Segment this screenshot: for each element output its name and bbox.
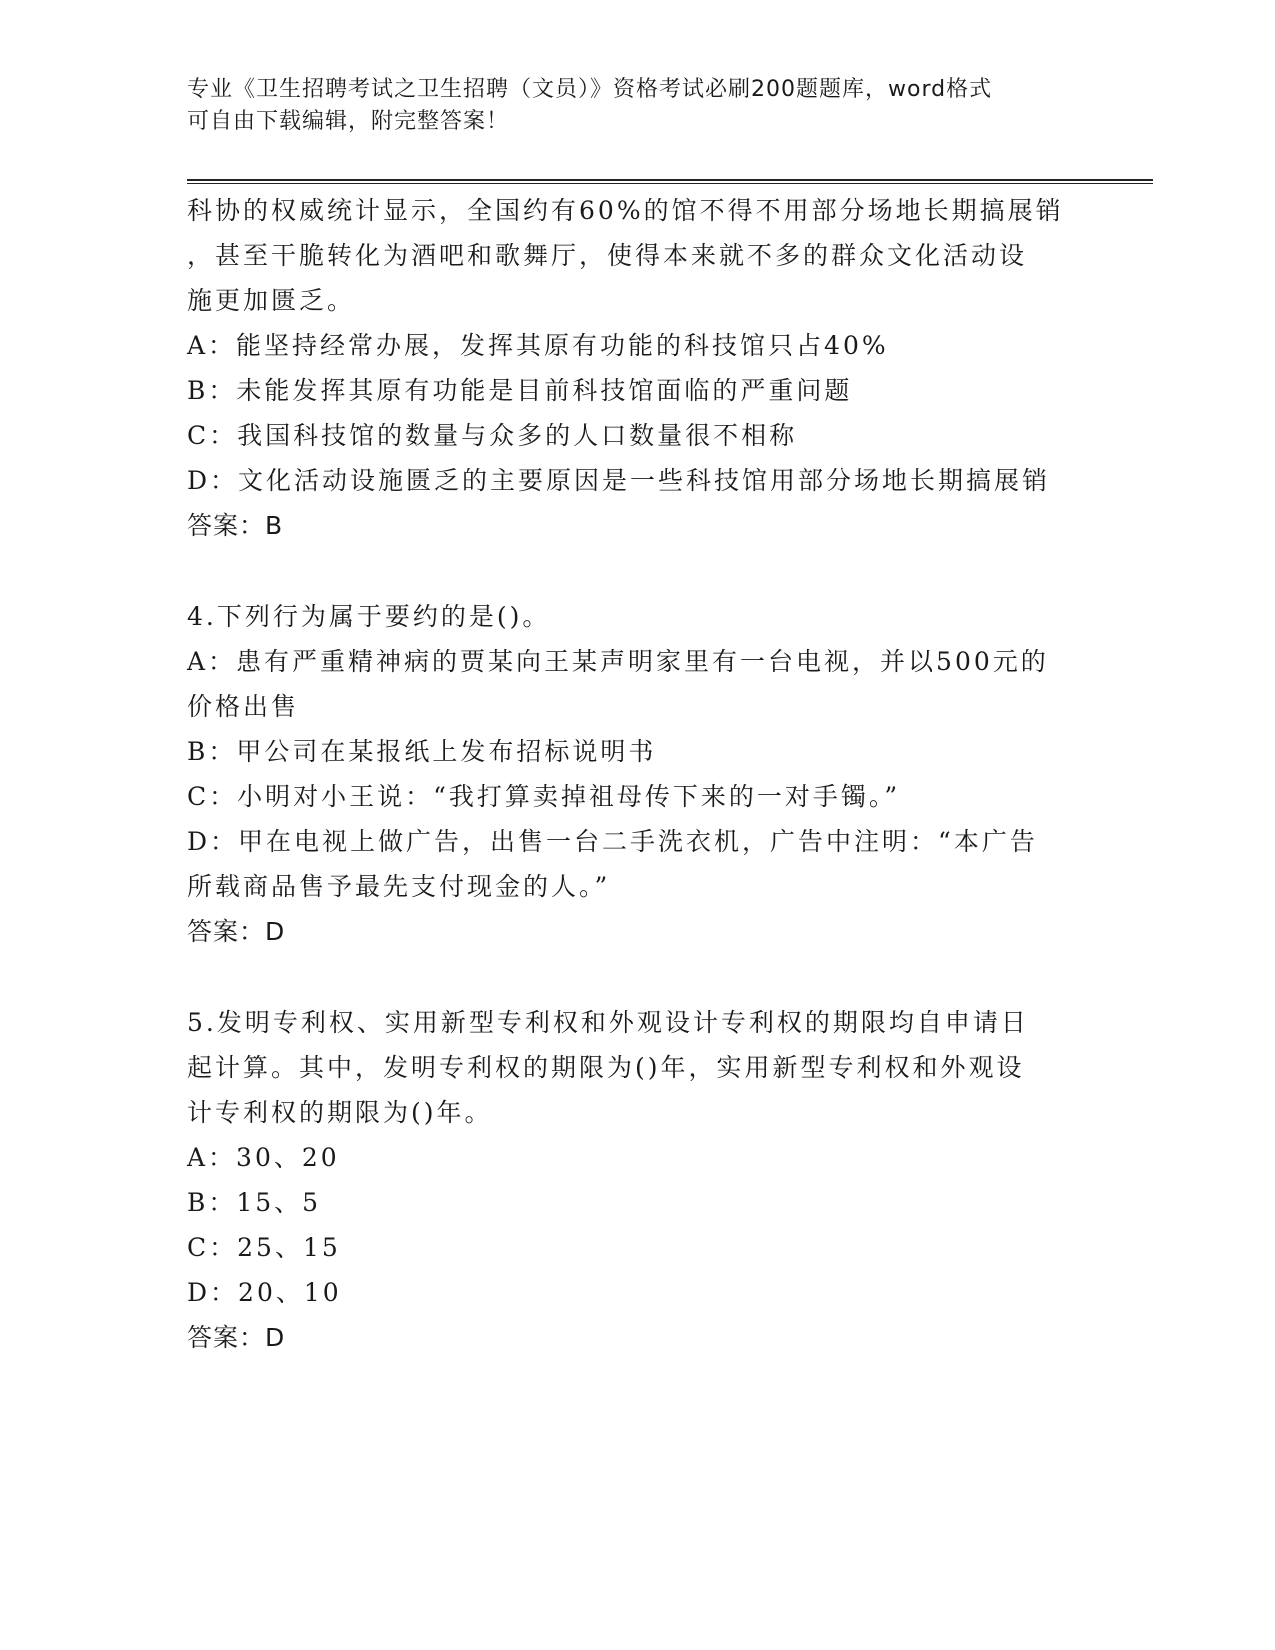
question-stem-line: 科协的权威统计显示，全国约有60%的馆不得不用部分场地长期搞展销 — [187, 196, 1064, 225]
question-stem-line: ，甚至干脆转化为酒吧和歌舞厅，使得本来就不多的群众文化活动设 — [187, 241, 1028, 270]
question-stem-line: 计专利权的期限为()年。 — [187, 1098, 493, 1127]
option-a: A：30、20 — [187, 1143, 340, 1172]
document-header — [187, 74, 1087, 138]
option-d-continued: 所载商品售予最先支付现金的人。” — [187, 872, 611, 901]
option-a: A：患有严重精神病的贾某向王某声明家里有一台电视，并以500元的 — [187, 647, 1049, 676]
answer-label: 答案：B — [187, 511, 284, 540]
option-d: D：20、10 — [187, 1278, 342, 1307]
option-b: B：未能发挥其原有功能是目前科技馆面临的严重问题 — [187, 376, 853, 405]
question-stem-line: 5.发明专利权、实用新型专利权和外观设计专利权的期限均自申请日 — [187, 1008, 1029, 1037]
header-title-line-2: 可自由下载编辑，附完整答案！ — [187, 109, 510, 134]
question-4 — [187, 594, 1087, 954]
answer-label: 答案：D — [187, 917, 286, 946]
question-5 — [187, 1000, 1087, 1360]
question-stem-line: 4.下列行为属于要约的是()。 — [187, 602, 551, 631]
option-c: C：我国科技馆的数量与众多的人口数量很不相称 — [187, 421, 798, 450]
option-d: D：甲在电视上做广告，出售一台二手洗衣机，广告中注明：“本广告 — [187, 827, 1038, 856]
header-divider — [187, 179, 1153, 184]
question-3 — [187, 188, 1087, 548]
option-b: B：15、5 — [187, 1188, 322, 1217]
question-stem-line: 起计算。其中，发明专利权的期限为()年，实用新型专利权和外观设 — [187, 1053, 1025, 1082]
document-body — [187, 188, 1087, 1360]
header-title-line-1: 专业《卫生招聘考试之卫生招聘（文员）》资格考试必刷200题题库，word格式 — [187, 77, 993, 102]
option-b: B：甲公司在某报纸上发布招标说明书 — [187, 737, 657, 766]
option-a: A：能坚持经常办展，发挥其原有功能的科技馆只占40% — [187, 331, 889, 360]
option-c: C：25、15 — [187, 1233, 341, 1262]
option-c: C：小明对小王说：“我打算卖掉祖母传下来的一对手镯。” — [187, 782, 901, 811]
answer-label: 答案：D — [187, 1323, 286, 1352]
question-stem-line: 施更加匮乏。 — [187, 286, 356, 315]
question-spacer — [187, 548, 1087, 594]
question-spacer — [187, 954, 1087, 1000]
option-a-continued: 价格出售 — [187, 692, 300, 721]
option-d: D：文化活动设施匮乏的主要原因是一些科技馆用部分场地长期搞展销 — [187, 466, 1051, 495]
